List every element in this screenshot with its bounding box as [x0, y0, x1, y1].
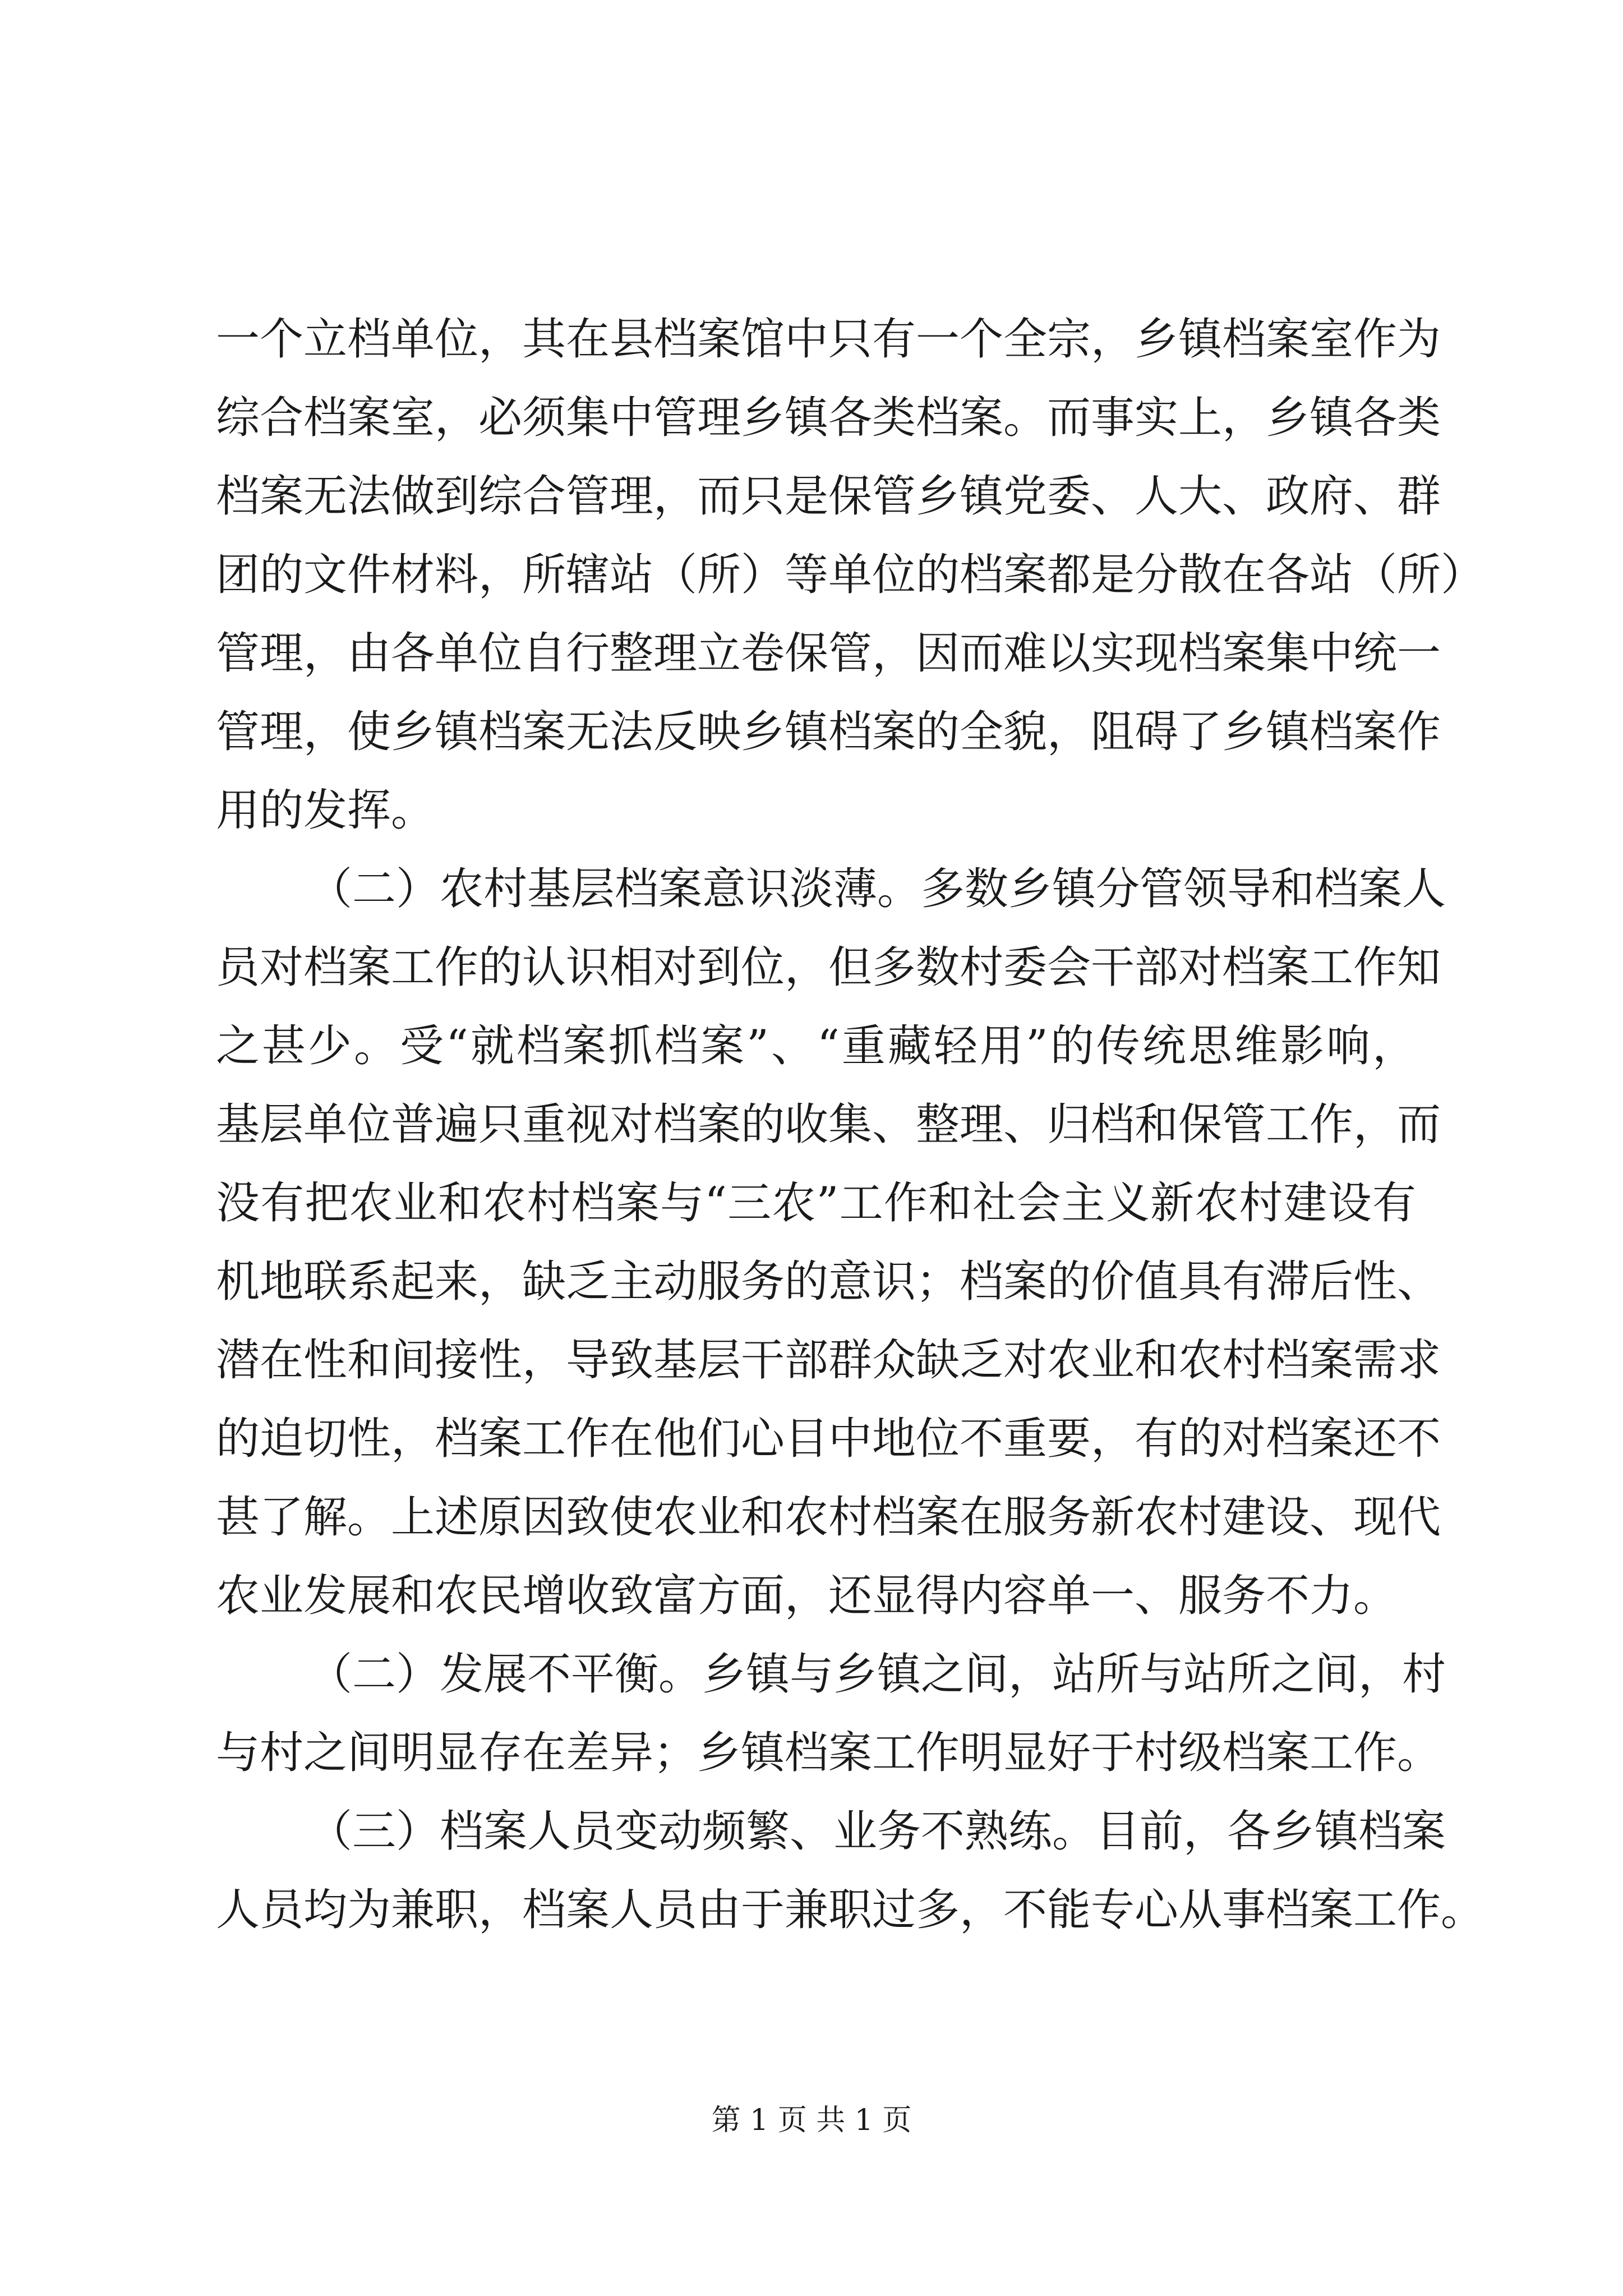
text-line: 员对档案工作的认识相对到位，但多数村委会干部对档案工作知	[216, 942, 1441, 993]
text-line: 甚了解。上述原因致使农业和农村档案在服务新农村建设、现代	[216, 1492, 1441, 1543]
text-line: 之甚少。受“就档案抓档案”、“重藏轻用”的传统思维影响，	[216, 1021, 1416, 1071]
document-body	[216, 300, 1485, 1949]
paragraph-heading-line: （二）发展不平衡。乡镇与乡镇之间，站所与站所之间，村	[308, 1649, 1446, 1700]
paragraph-heading-line: （三）档案人员变动频繁、业务不熟练。目前，各乡镇档案	[308, 1806, 1446, 1857]
text-line: 用的发挥。	[216, 785, 435, 836]
text-line: 一个立档单位，其在县档案馆中只有一个全宗，乡镇档案室作为	[216, 314, 1441, 365]
text-line: 人员均为兼职，档案人员由于兼职过多，不能专心从事档案工作。	[216, 1885, 1485, 1935]
paragraph-heading-line: （二）农村基层档案意识淡薄。多数乡镇分管领导和档案人	[308, 864, 1446, 914]
text-line: 与村之间明显存在差异；乡镇档案工作明显好于村级档案工作。	[216, 1728, 1441, 1778]
text-line: 机地联系起来，缺乏主动服务的意识；档案的价值具有滞后性、	[216, 1257, 1441, 1307]
text-line: 管理，使乡镇档案无法反映乡镇档案的全貌，阻碍了乡镇档案作	[216, 707, 1441, 757]
text-line: 农业发展和农民增收致富方面，还显得内容单一、服务不力。	[216, 1571, 1398, 1621]
text-line: 团的文件材料，所辖站（所）等单位的档案都是分散在各站（所）	[216, 550, 1485, 600]
text-line: 管理，由各单位自行整理立卷保管，因而难以实现档案集中统一	[216, 628, 1441, 679]
text-line: 基层单位普遍只重视对档案的收集、整理、归档和保管工作，而	[216, 1099, 1441, 1150]
text-line: 潜在性和间接性，导致基层干部群众缺乏对农业和农村档案需求	[216, 1335, 1441, 1386]
page-number-footer: 第 1 页 共 1 页	[711, 2104, 912, 2137]
text-line: 综合档案室，必须集中管理乡镇各类档案。而事实上，乡镇各类	[216, 393, 1441, 443]
text-line: 的迫切性，档案工作在他们心目中地位不重要，有的对档案还不	[216, 1414, 1441, 1464]
text-line: 没有把农业和农村档案与“三农”工作和社会主义新农村建设有	[216, 1178, 1416, 1228]
text-line: 档案无法做到综合管理，而只是保管乡镇党委、人大、政府、群	[216, 471, 1441, 522]
